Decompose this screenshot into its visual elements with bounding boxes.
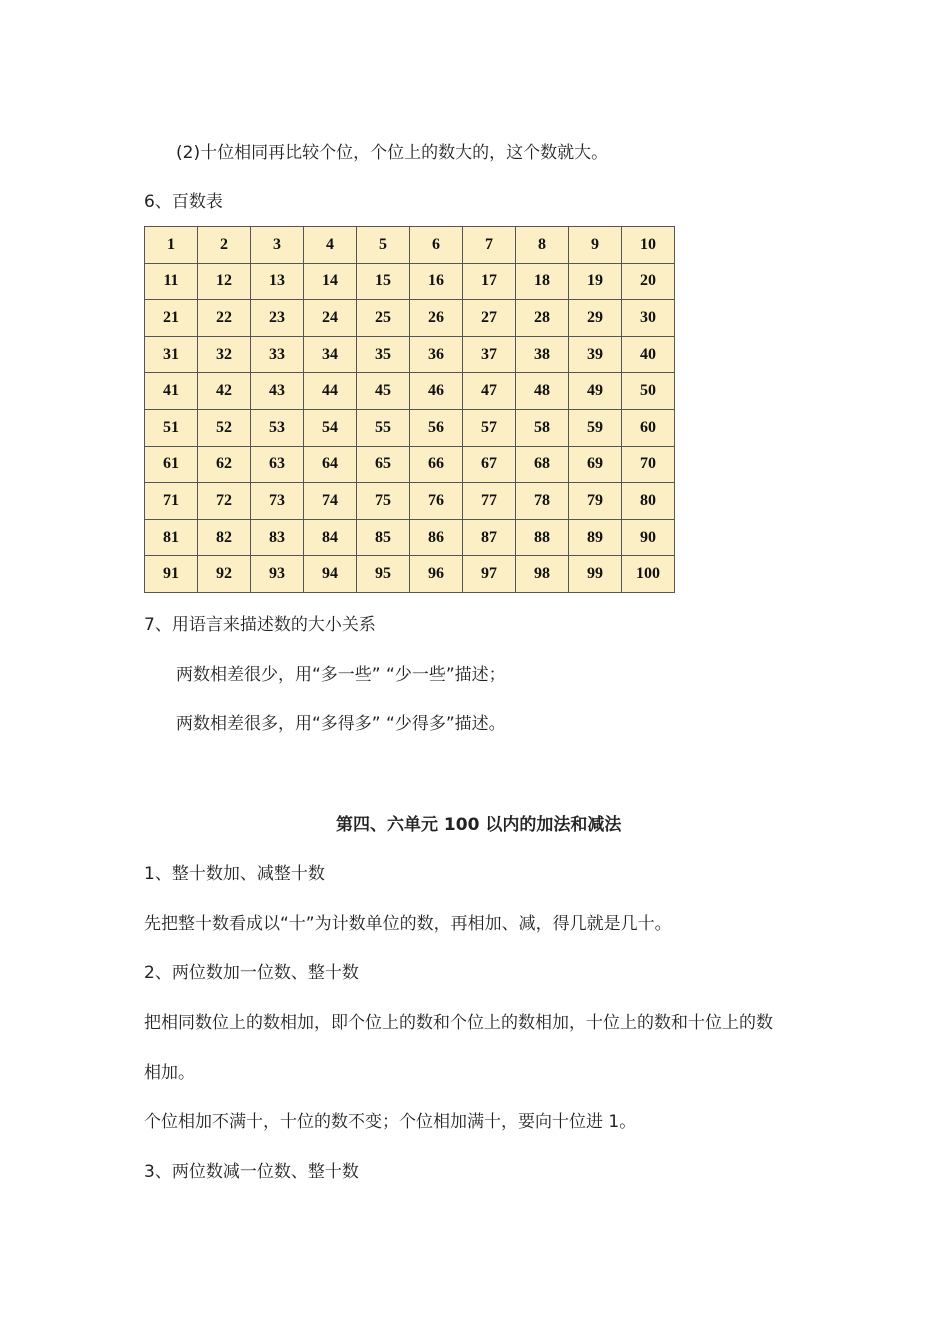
table-row bbox=[145, 519, 675, 556]
table-cell: 71 bbox=[145, 483, 198, 520]
table-cell: 52 bbox=[198, 409, 251, 446]
table-cell: 57 bbox=[463, 409, 516, 446]
table-cell: 79 bbox=[569, 483, 622, 520]
table-cell: 61 bbox=[145, 446, 198, 483]
table-cell: 90 bbox=[622, 519, 675, 556]
table-cell: 22 bbox=[198, 300, 251, 337]
table-cell: 38 bbox=[516, 336, 569, 373]
table-cell: 36 bbox=[410, 336, 463, 373]
table-cell: 10 bbox=[622, 227, 675, 264]
table-cell: 53 bbox=[251, 409, 304, 446]
table-cell: 1 bbox=[145, 227, 198, 264]
table-cell: 43 bbox=[251, 373, 304, 410]
table-cell: 93 bbox=[251, 556, 304, 593]
table-cell: 67 bbox=[463, 446, 516, 483]
table-cell: 50 bbox=[622, 373, 675, 410]
table-row bbox=[145, 373, 675, 410]
table-cell: 84 bbox=[304, 519, 357, 556]
table-cell: 26 bbox=[410, 300, 463, 337]
table-row bbox=[145, 336, 675, 373]
table-row bbox=[145, 409, 675, 446]
table-cell: 63 bbox=[251, 446, 304, 483]
table-cell: 51 bbox=[145, 409, 198, 446]
section-1-text: 先把整十数看成以“十”为计数单位的数，再相加、减，得几就是几十。 bbox=[144, 914, 672, 934]
table-cell: 40 bbox=[622, 336, 675, 373]
table-cell: 96 bbox=[410, 556, 463, 593]
table-cell: 18 bbox=[516, 263, 569, 300]
table-cell: 39 bbox=[569, 336, 622, 373]
table-cell: 35 bbox=[357, 336, 410, 373]
table-cell: 64 bbox=[304, 446, 357, 483]
table-cell: 78 bbox=[516, 483, 569, 520]
table-row bbox=[145, 263, 675, 300]
section-7-title: 7、用语言来描述数的大小关系 bbox=[144, 615, 376, 635]
table-cell: 2 bbox=[198, 227, 251, 264]
table-cell: 76 bbox=[410, 483, 463, 520]
table-cell: 86 bbox=[410, 519, 463, 556]
hundred-number-table bbox=[144, 226, 675, 593]
table-cell: 89 bbox=[569, 519, 622, 556]
table-cell: 41 bbox=[145, 373, 198, 410]
table-cell: 85 bbox=[357, 519, 410, 556]
table-cell: 3 bbox=[251, 227, 304, 264]
table-cell: 23 bbox=[251, 300, 304, 337]
table-cell: 24 bbox=[304, 300, 357, 337]
table-cell: 72 bbox=[198, 483, 251, 520]
table-row bbox=[145, 227, 675, 264]
table-cell: 69 bbox=[569, 446, 622, 483]
table-cell: 44 bbox=[304, 373, 357, 410]
table-cell: 75 bbox=[357, 483, 410, 520]
table-cell: 62 bbox=[198, 446, 251, 483]
section-6-title: 6、百数表 bbox=[144, 192, 223, 212]
table-cell: 42 bbox=[198, 373, 251, 410]
table-cell: 32 bbox=[198, 336, 251, 373]
table-cell: 29 bbox=[569, 300, 622, 337]
table-cell: 46 bbox=[410, 373, 463, 410]
table-cell: 68 bbox=[516, 446, 569, 483]
section-2-carry-rule: 个位相加不满十，十位的数不变；个位相加满十，要向十位进 1。 bbox=[144, 1112, 637, 1132]
table-cell: 87 bbox=[463, 519, 516, 556]
table-cell: 30 bbox=[622, 300, 675, 337]
table-row bbox=[145, 556, 675, 593]
table-cell: 27 bbox=[463, 300, 516, 337]
table-row bbox=[145, 300, 675, 337]
table-cell: 17 bbox=[463, 263, 516, 300]
table-cell: 9 bbox=[569, 227, 622, 264]
table-cell: 94 bbox=[304, 556, 357, 593]
section-2-text-cont: 相加。 bbox=[144, 1063, 195, 1083]
table-cell: 99 bbox=[569, 556, 622, 593]
table-cell: 8 bbox=[516, 227, 569, 264]
table-cell: 13 bbox=[251, 263, 304, 300]
table-cell: 28 bbox=[516, 300, 569, 337]
table-cell: 98 bbox=[516, 556, 569, 593]
table-cell: 70 bbox=[622, 446, 675, 483]
table-cell: 12 bbox=[198, 263, 251, 300]
table-cell: 82 bbox=[198, 519, 251, 556]
section-2-title: 2、两位数加一位数、整十数 bbox=[144, 963, 359, 983]
section-1-title: 1、整十数加、减整十数 bbox=[144, 864, 325, 884]
table-cell: 11 bbox=[145, 263, 198, 300]
table-cell: 19 bbox=[569, 263, 622, 300]
table-cell: 81 bbox=[145, 519, 198, 556]
table-cell: 15 bbox=[357, 263, 410, 300]
table-cell: 7 bbox=[463, 227, 516, 264]
table-cell: 34 bbox=[304, 336, 357, 373]
table-cell: 60 bbox=[622, 409, 675, 446]
describe-small-difference: 两数相差很少，用“多一些” “少一些”描述； bbox=[176, 665, 506, 685]
table-cell: 56 bbox=[410, 409, 463, 446]
table-row bbox=[145, 446, 675, 483]
table-cell: 59 bbox=[569, 409, 622, 446]
table-cell: 37 bbox=[463, 336, 516, 373]
table-cell: 95 bbox=[357, 556, 410, 593]
table-cell: 74 bbox=[304, 483, 357, 520]
table-cell: 47 bbox=[463, 373, 516, 410]
rule-compare-ones: (2)十位相同再比较个位，个位上的数大的，这个数就大。 bbox=[176, 143, 609, 163]
table-cell: 58 bbox=[516, 409, 569, 446]
section-2-text: 把相同数位上的数相加，即个位上的数和个位上的数相加，十位上的数和十位上的数 bbox=[144, 1013, 773, 1033]
table-cell: 88 bbox=[516, 519, 569, 556]
describe-large-difference: 两数相差很多，用“多得多” “少得多”描述。 bbox=[176, 714, 506, 734]
table-row bbox=[145, 483, 675, 520]
table-cell: 65 bbox=[357, 446, 410, 483]
table-cell: 91 bbox=[145, 556, 198, 593]
table-cell: 21 bbox=[145, 300, 198, 337]
table-cell: 54 bbox=[304, 409, 357, 446]
table-cell: 14 bbox=[304, 263, 357, 300]
table-cell: 49 bbox=[569, 373, 622, 410]
table-cell: 66 bbox=[410, 446, 463, 483]
table-cell: 80 bbox=[622, 483, 675, 520]
table-cell: 97 bbox=[463, 556, 516, 593]
table-cell: 77 bbox=[463, 483, 516, 520]
table-cell: 25 bbox=[357, 300, 410, 337]
table-cell: 6 bbox=[410, 227, 463, 264]
table-cell: 45 bbox=[357, 373, 410, 410]
table-cell: 55 bbox=[357, 409, 410, 446]
table-cell: 20 bbox=[622, 263, 675, 300]
table-cell: 48 bbox=[516, 373, 569, 410]
table-cell: 83 bbox=[251, 519, 304, 556]
table-cell: 16 bbox=[410, 263, 463, 300]
table-cell: 4 bbox=[304, 227, 357, 264]
table-cell: 100 bbox=[622, 556, 675, 593]
section-3-title: 3、两位数减一位数、整十数 bbox=[144, 1162, 359, 1182]
unit-heading: 第四、六单元 100 以内的加法和减法 bbox=[336, 815, 622, 835]
table-cell: 92 bbox=[198, 556, 251, 593]
table-cell: 31 bbox=[145, 336, 198, 373]
table-cell: 5 bbox=[357, 227, 410, 264]
table-cell: 73 bbox=[251, 483, 304, 520]
table-cell: 33 bbox=[251, 336, 304, 373]
